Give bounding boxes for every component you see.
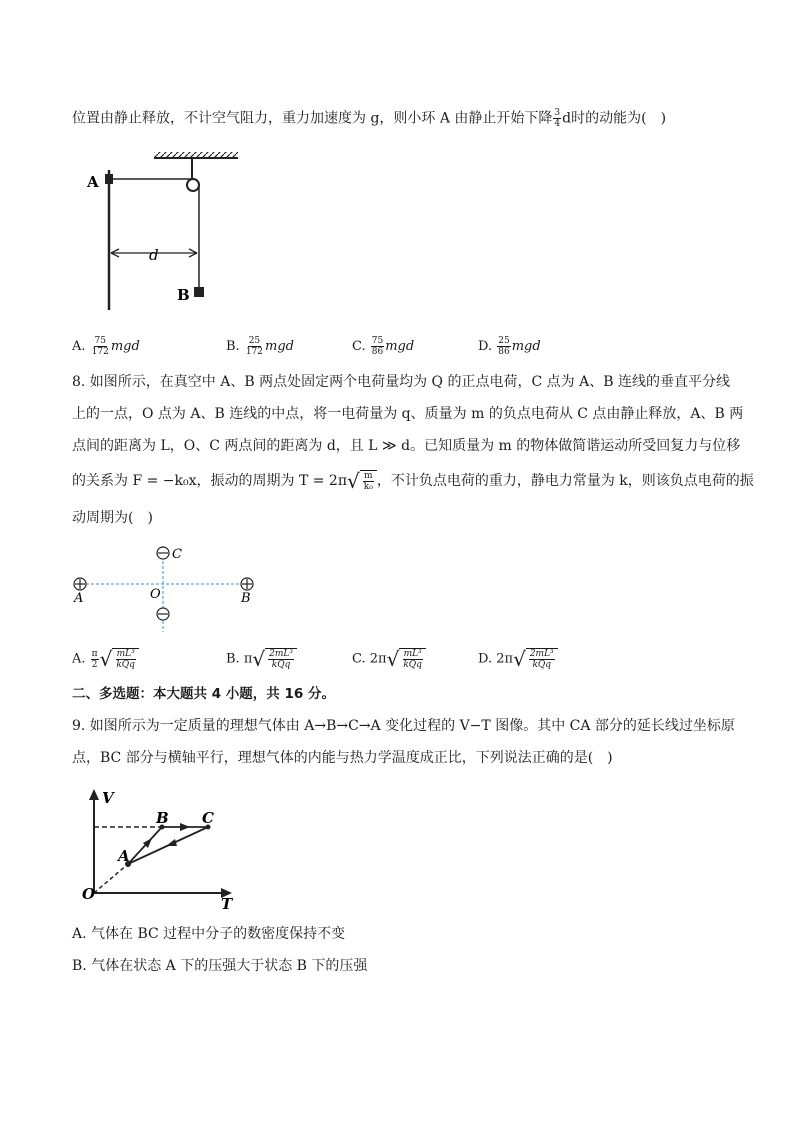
q7-fraction: $\frac{3}{4}$ <box>554 108 561 129</box>
q7-stem-end: d时的动能为( ) <box>562 110 667 127</box>
label-a: A <box>87 173 99 191</box>
extension-dashed <box>94 864 128 893</box>
q8-option-c[interactable]: C. 2π √ $\frac{\text{mL³}}{\text{kQq}}$ <box>352 648 426 670</box>
q8-line-2: 上的一点，O 点为 A、B 连线的中点，将一电荷量为 q、质量为 m 的负点电荷从 C 点由静止释放，A、B 两 <box>72 406 744 422</box>
q8-option-a[interactable]: A. $\frac{\pi}{2}$ √ $\frac{\text{mL³}}{\text{kQq}}$ <box>72 648 139 670</box>
q8-line-3: 点间的距离为 L，O、C 两点间的距离为 d，且 L ≫ d。已知质量为 m 的物体做简谐运动所受回复力与位移 <box>72 438 741 454</box>
q8-option-b[interactable]: B. π √ $\frac{\text{2mL³}}{\text{kQq}}$ <box>226 648 297 670</box>
label-c: C <box>202 809 214 827</box>
block-b <box>194 287 204 297</box>
label-c: C <box>172 547 182 562</box>
section-heading: 二、多选题：本大题共 4 小题，共 16 分。 <box>72 686 335 702</box>
q9-figure <box>76 785 246 910</box>
path-ab <box>128 827 162 864</box>
q7-stem-text: 位置由静止释放，不计空气阻力，重力加速度为 g，则小环 A 由静止开始下降 <box>72 110 553 127</box>
q9-option-b[interactable]: B. 气体在状态 A 下的压强大于状态 B 下的压强 <box>72 958 368 974</box>
label-o: O <box>82 885 96 903</box>
label-o: O <box>150 587 161 602</box>
q9-option-a[interactable]: A. 气体在 BC 过程中分子的数密度保持不变 <box>72 926 346 942</box>
negative-charge-bottom <box>157 608 169 620</box>
v-axis-arrow <box>89 789 99 800</box>
q7-figure <box>80 148 250 318</box>
positive-charge-b <box>241 578 253 590</box>
q7-option-b[interactable]: B. $\frac{25}{172}$ mgd <box>226 336 294 357</box>
q8-line-1: 8. 如图所示，在真空中 A、B 两点处固定两个电荷量均为 Q 的正点电荷，C 点为 A、B 连线的垂直平分线 <box>72 374 730 390</box>
q8-figure <box>66 540 266 636</box>
label-b: B <box>241 591 251 606</box>
label-d: d <box>149 246 159 264</box>
q9-line-2: 点，BC 部分与横轴平行，理想气体的内能与热力学温度成正比，下列说法正确的是( ) <box>72 750 613 766</box>
q8-line-4: 的关系为 F = −k₀x，振动的周期为 T = 2π √ $\frac{m}{\text{k₀}}$ ，不计负点电荷的重力，静电力常量为 k，则该负点电荷的振 <box>72 469 754 493</box>
arrow-bc <box>180 823 190 831</box>
q9-line-1: 9. 如图所示为一定质量的理想气体由 A→B→C→A 变化过程的 V−T 图像。其中 CA 部分的延长线过坐标原 <box>72 718 735 734</box>
q7-option-c[interactable]: C. $\frac{75}{86}$ mgd <box>352 336 415 357</box>
q7-option-d[interactable]: D. $\frac{25}{86}$ mgd <box>478 336 541 357</box>
negative-charge-c <box>157 547 169 559</box>
label-t: T <box>221 895 233 910</box>
q7-option-a[interactable]: A. $\frac{75}{172}$ mgd <box>72 336 140 357</box>
positive-charge-a <box>74 578 86 590</box>
q8-option-d[interactable]: D. 2π √ $\frac{\text{2mL³}}{\text{kQq}}$ <box>478 648 558 670</box>
period-radical: √ $\frac{m}{\text{k₀}}$ <box>347 470 377 492</box>
label-b: B <box>177 286 190 304</box>
ring-a <box>105 174 113 184</box>
label-v: V <box>102 789 114 807</box>
q8-line-5: 动周期为( ) <box>72 510 153 526</box>
label-a: A <box>118 847 130 865</box>
pulley <box>187 179 199 191</box>
label-a: A <box>74 591 84 606</box>
label-b: B <box>156 809 169 827</box>
q7-stem <box>72 108 666 129</box>
arrow-ca <box>166 839 177 846</box>
